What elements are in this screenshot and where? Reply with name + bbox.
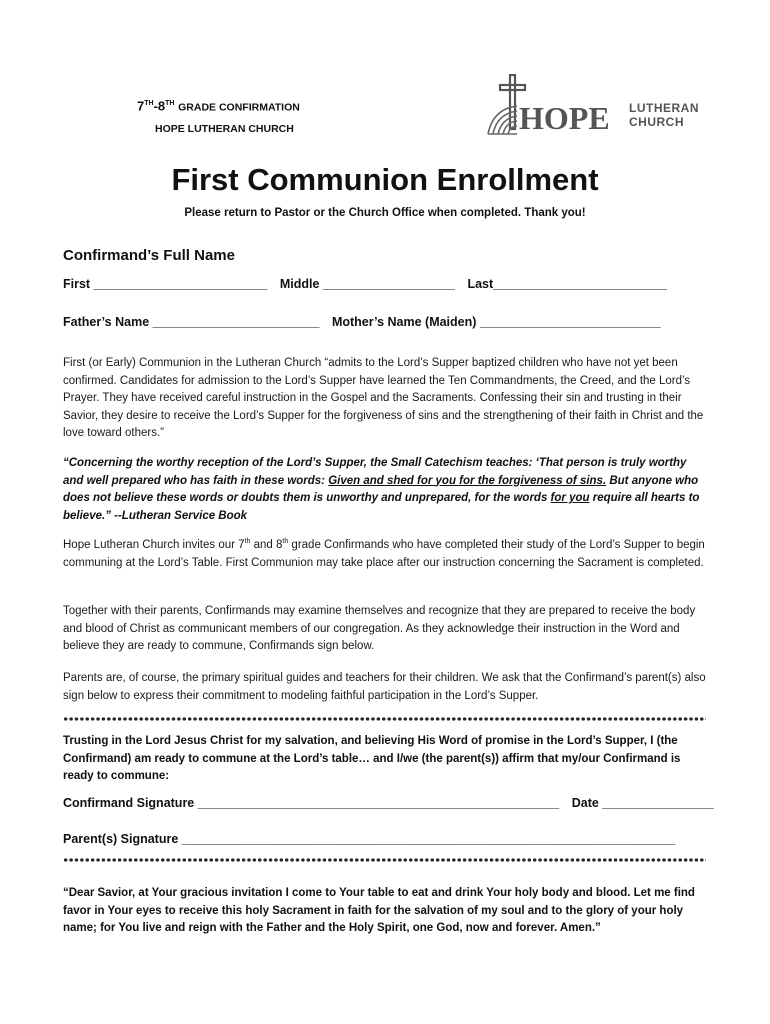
last-name-field[interactable]: Last_________________________ (467, 277, 667, 291)
header-grade-confirmation: GRADE CONFIRMATION (178, 101, 300, 114)
logo-church-text: CHURCH (629, 115, 684, 129)
affirmation-statement: Trusting in the Lord Jesus Christ for my salvation, and believing His Word of promise in the Lord’s Supper, I (the Confirmand) am ready to commune at the Lord’s table… and I/we (the parent(s)) affirm that my/our Confirmand is ready to commune: (63, 735, 681, 782)
catechism-quote: “Concerning the worthy reception of the Lord’s Supper, the Small Catechism teaches: ‘That person is truly worthy and well prepared who has faith in these words: Given and shed for you for the forgiveness of sins. But anyone who does not believe these words or doubts them is unworthy and unprepared, for the words for you require all hearts to believe.” --Lutheran Service Book (63, 457, 700, 522)
date-field[interactable]: Date ________________ (571, 796, 714, 810)
confirmand-signature-row (63, 796, 723, 810)
parent-signature-field[interactable]: Parent(s) Signature _______________________________________________________________________ (63, 832, 676, 846)
return-instructions: Please return to Pastor or the Church Office when completed. Thank you! (184, 207, 586, 219)
communion-prayer: “Dear Savior, at Your gracious invitation I come to Your table to eat and drink Your holy body and blood. Let me find favor in Your eyes to receive this holy Sacrament in faith for the salvation of my soul and to the glory of your holy name; for You live and reign with the Father and the Holy Spirit, one God, now and forever. Amen.” (63, 887, 695, 934)
first-communion-paragraph: First (or Early) Communion in the Lutheran Church “admits to the Lord’s Supper baptized children who have not yet been confirmed. Candidates for admission to the Lord’s Supper have learned the Ten Commandments, the Creed, and the Lord’s Prayer. They have received careful instruction in the Gospel and the Sacraments. Confessing their sin and trusting in their Savior, they desire to receive the Lord’s Supper for the forgiveness of sins and the strengthening of their faith in Christ and the love toward others.” (63, 357, 704, 439)
header-line-2: HOPE LUTHERAN CHURCH (155, 123, 294, 136)
dotted-divider (63, 716, 706, 722)
church-logo (483, 74, 705, 138)
header-line-1: 7TH-8TH GRADE CONFIRMATION (137, 98, 300, 114)
confirmand-name-heading: Confirmand’s Full Name (63, 247, 235, 264)
examination-paragraph: Together with their parents, Confirmands may examine themselves and recognize that they are prepared to receive the body and blood of Christ as communicant members of our congregation. As they acknowledge their instruction in the Word and believe they are ready to commune, Confirmands sign below. (63, 605, 696, 652)
middle-name-field[interactable]: Middle ___________________ (279, 277, 455, 291)
dotted-divider (63, 857, 706, 863)
father-name-field[interactable]: Father’s Name ________________________ (63, 315, 320, 329)
parent-signature-row (63, 832, 684, 846)
logo-hope-text: HOPE (519, 100, 610, 136)
form-header (137, 93, 300, 140)
confirmand-signature-field[interactable]: Confirmand Signature ____________________________________________________ (63, 796, 560, 810)
mother-name-field[interactable]: Mother’s Name (Maiden) __________________________ (331, 315, 661, 329)
logo-lutheran-text: LUTHERAN (629, 101, 699, 115)
first-name-field[interactable]: First _________________________ (63, 277, 268, 291)
parents-name-row (63, 315, 670, 329)
confirmand-name-row (63, 277, 676, 291)
page-title: First Communion Enrollment (171, 162, 599, 197)
invitation-paragraph: Hope Lutheran Church invites our 7th and 8th grade Confirmands who have completed their study of the Lord’s Supper to begin communing at the Lord’s Table. First Communion may take place after our instruction concerning the Sacrament is completed. (63, 538, 705, 569)
parents-paragraph: Parents are, of course, the primary spiritual guides and teachers for their children. We ask that the Confirmand’s parent(s) also sign below to express their commitment to modeling faithful participation in the Lord’s Supper. (63, 672, 706, 702)
